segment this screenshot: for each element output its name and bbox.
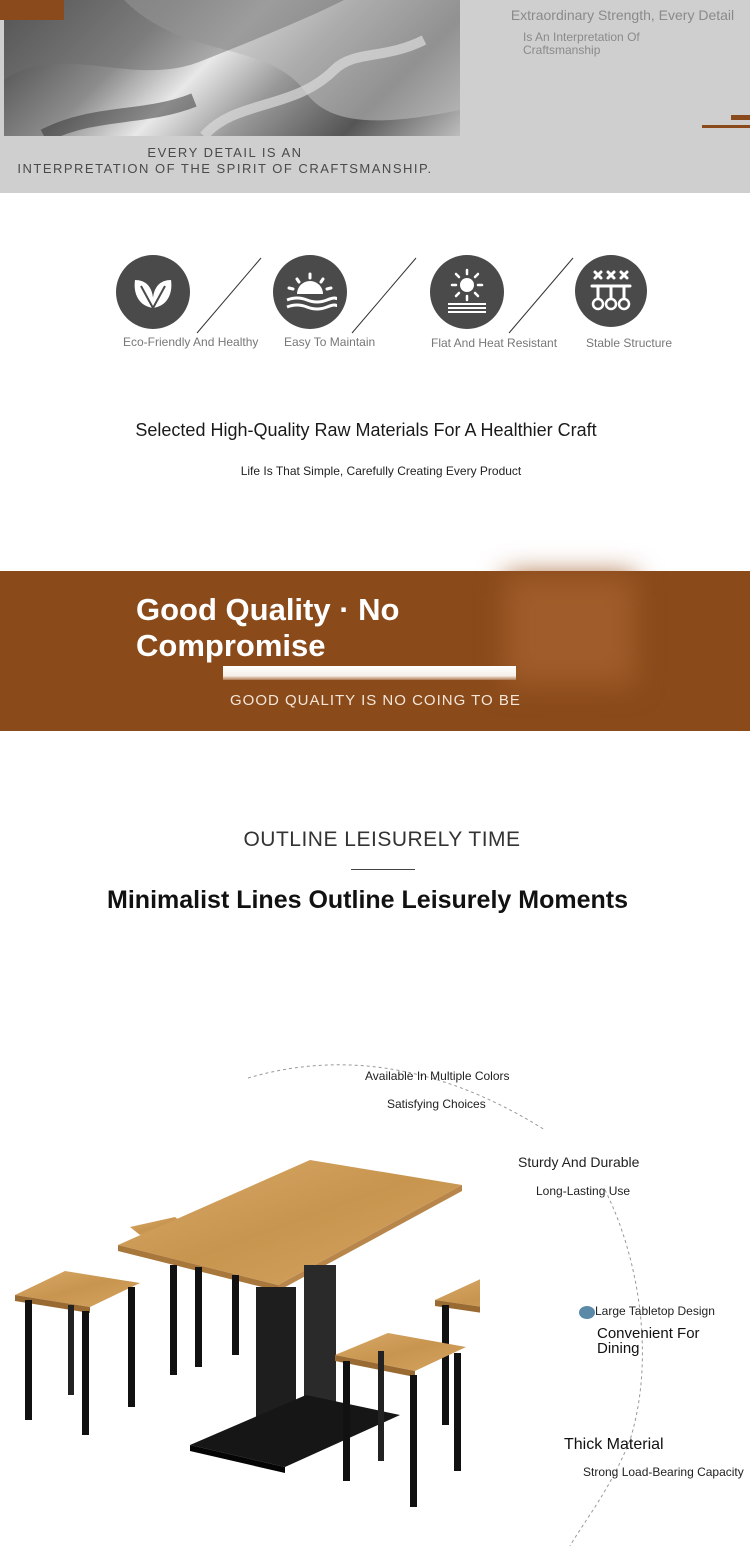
outline-title: OUTLINE LEISURELY TIME bbox=[243, 828, 521, 851]
callout-material-title: Thick Material bbox=[564, 1436, 664, 1453]
feature-heat bbox=[430, 255, 504, 329]
feature-eco bbox=[116, 255, 190, 329]
feature-label-heat: Flat And Heat Resistant bbox=[431, 336, 558, 350]
callout-durable-sub: Long-Lasting Use bbox=[536, 1184, 631, 1198]
carving-texture bbox=[4, 0, 460, 136]
outline-headline: Minimalist Lines Outline Leisurely Moments bbox=[107, 886, 628, 914]
callout-tabletop-title: Large Tabletop Design bbox=[595, 1304, 715, 1318]
hero-side-sub-line2: Craftsmanship bbox=[523, 43, 601, 57]
table-top bbox=[118, 1160, 462, 1285]
feature-maintain bbox=[273, 255, 347, 329]
hero-side-sub-line1: Is An Interpretation Of bbox=[523, 30, 640, 44]
hero-side-subtitle bbox=[523, 31, 733, 57]
callout-durable-title: Sturdy And Durable bbox=[518, 1154, 640, 1170]
feature-label-stable: Stable Structure bbox=[586, 336, 673, 350]
callout-tabletop-sub bbox=[597, 1326, 700, 1356]
divider-line-2 bbox=[352, 258, 416, 333]
divider-line-1 bbox=[197, 258, 261, 333]
sun-layers-icon bbox=[430, 255, 504, 329]
leaf-icon bbox=[116, 255, 190, 329]
banner-underline bbox=[223, 666, 516, 680]
outline-divider bbox=[351, 869, 415, 870]
callout-tabletop-sub-line1: Convenient For bbox=[597, 1325, 700, 1342]
feature-label-maintain: Easy To Maintain bbox=[284, 335, 376, 349]
callout-colors-title: Available In Multiple Colors bbox=[365, 1069, 510, 1083]
accent-corner bbox=[0, 0, 64, 20]
feature-label-eco: Eco-Friendly And Healthy bbox=[123, 335, 259, 349]
wood-carving-photo bbox=[4, 0, 460, 136]
sun-wave-icon bbox=[273, 255, 347, 329]
callout-marker-dot bbox=[579, 1306, 595, 1319]
materials-title: Selected High-Quality Raw Materials For A Healthier Craft bbox=[135, 420, 597, 440]
hero-side-title: Extraordinary Strength, Every Detail bbox=[510, 7, 735, 23]
feature-stable bbox=[575, 255, 647, 327]
banner-subtitle: GOOD QUALITY IS NO COING TO BE bbox=[230, 692, 521, 709]
banner-title-line2: Compromise bbox=[136, 628, 326, 663]
callout-tabletop-sub-line2: Dining bbox=[597, 1340, 640, 1357]
pedestal-right bbox=[304, 1265, 336, 1405]
accent-bar bbox=[702, 125, 750, 128]
structure-icon bbox=[575, 255, 647, 327]
divider-line-3 bbox=[509, 258, 573, 333]
table-set-image bbox=[10, 1155, 480, 1515]
accent-bar-small bbox=[731, 115, 750, 120]
hero-caption-line1: EVERY DETAIL IS AN bbox=[147, 145, 303, 160]
banner-title bbox=[136, 592, 556, 664]
callout-colors-sub: Satisfying Choices bbox=[387, 1097, 486, 1111]
hero-caption-line2: INTERPRETATION OF THE SPIRIT OF CRAFTSMANSHIP. bbox=[17, 161, 433, 176]
callout-material-sub: Strong Load-Bearing Capacity bbox=[583, 1465, 744, 1479]
materials-subtitle: Life Is That Simple, Carefully Creating Every Product bbox=[240, 464, 522, 478]
banner-title-line1: Good Quality · No bbox=[136, 592, 400, 627]
